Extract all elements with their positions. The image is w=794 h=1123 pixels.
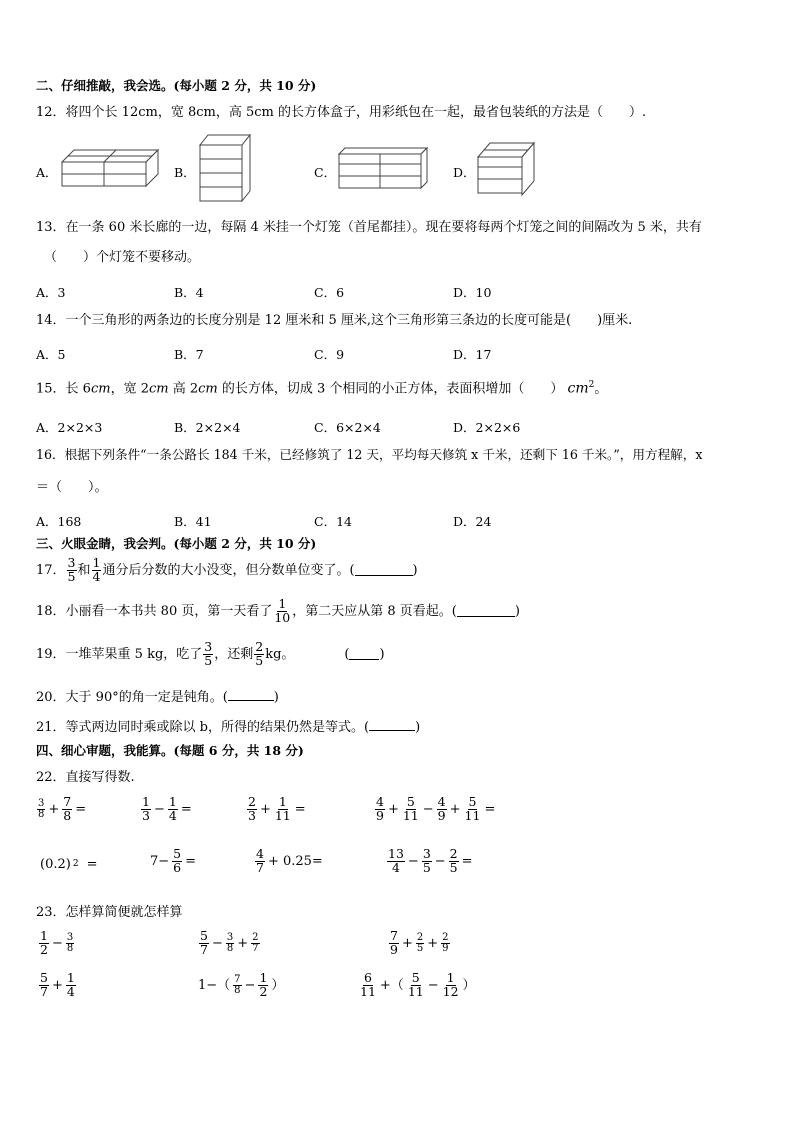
q23-expr-6: $\frac{6}{11}$ +（ $\frac{5}{11}$ − $\frac{1}{12}$ ） [360, 970, 476, 999]
q12-option-a-figure [60, 148, 160, 190]
q20-text: 20．大于 90°的角一定是钝角。( ) [36, 690, 279, 705]
q22-expr-7: $\frac{4}{7}$ + 0.25= [256, 846, 323, 875]
q13-text-line2: （ ）个灯笼不要移动。 [44, 250, 201, 265]
q16-option-d: D．24 [453, 514, 492, 529]
q21-text: 21．等式两边同时乘或除以 b，所得的结果仍然是等式。( ) [36, 720, 421, 735]
q18-answer-blank[interactable] [457, 605, 515, 617]
q22-expr-3: $\frac{2}{3}$ + $\frac{1}{11}$ = [248, 794, 306, 823]
q13-option-b: B．4 [174, 285, 204, 300]
q12-option-b-label: B． [174, 165, 196, 180]
q17-answer-blank[interactable] [355, 564, 413, 576]
q16-option-a: A．168 [36, 514, 82, 529]
q13-option-d: D．10 [453, 285, 492, 300]
q19-text: 19．一堆苹果重 5 kg，吃了 $\frac{3}{5}$ ，还剩 $\frac{2}{5}$ kg。 ( ) [36, 639, 385, 668]
q17-text: 17． $\frac{3}{5}$ 和 $\frac{1}{4}$ 通分后分数的大小没变，但分数单位变了。( ) [36, 555, 418, 584]
q15-option-c: C．6×2×4 [314, 420, 381, 435]
q18-text: 18．小丽看一本书共 80 页，第一天看了 $\frac{1}{10}$ ，第二天应从第 8 页看起。( ) [36, 596, 520, 625]
q13-option-c: C．6 [314, 285, 345, 300]
q12-option-a-label: A． [36, 165, 58, 180]
q23-expr-4: $\frac{5}{7}$ + $\frac{1}{4}$ [40, 970, 75, 999]
q23-title: 23．怎样算简便就怎样算 [36, 905, 183, 920]
q14-option-a: A．5 [36, 347, 66, 362]
q12-option-d-figure [476, 141, 536, 199]
q22-expr-5: (0.2) 2 = [40, 857, 98, 872]
section-3-heading: 三、火眼金睛，我会判。(每小题 2 分，共 10 分) [36, 536, 317, 551]
q14-text: 14．一个三角形的两条边的长度分别是 12 厘米和 5 厘米,这个三角形第三条边的长度可能是( )厘米. [36, 313, 633, 328]
q12-option-c-label: C． [314, 165, 337, 180]
q12-option-d-label: D． [453, 165, 476, 180]
q21-answer-blank[interactable] [369, 719, 415, 731]
section-2-heading: 二、仔细推敲，我会选。(每小题 2 分，共 10 分) [36, 78, 317, 93]
q15-option-d: D．2×2×6 [453, 420, 521, 435]
q16-option-c: C．14 [314, 514, 352, 529]
q13-option-a: A．3 [36, 285, 66, 300]
q12-option-c-figure [337, 146, 429, 192]
q22-title: 22．直接写得数. [36, 770, 135, 785]
q16-text-line1: 16．根据下列条件“一条公路长 184 千米，已经修筑了 12 天，平均每天修筑 x 千米，还剩下 16 千米。”，用方程解，x [36, 447, 703, 462]
q20-answer-blank[interactable] [228, 689, 274, 701]
q16-option-b: B．41 [174, 514, 212, 529]
q19-answer-blank[interactable] [349, 648, 379, 660]
q13-text-line1: 13．在一条 60 米长廊的一边，每隔 4 米挂一个灯笼（首尾都挂）。现在要将每两个灯笼之间的间隔改为 5 米，共有 [36, 220, 702, 235]
q15-option-b: B．2×2×4 [174, 420, 241, 435]
q14-option-c: C．9 [314, 347, 345, 362]
q22-expr-2: $\frac{1}{3}$ − $\frac{1}{4}$ = [142, 794, 192, 823]
q15-text: 15．长 6cm，宽 2cm 高 2cm 的长方体，切成 3 个相同的小正方体，表面积增加（ ） $cm^2$。 [36, 380, 608, 397]
q15-option-a: A．2×2×3 [36, 420, 103, 435]
q22-expr-6: 7− $\frac{5}{6}$ = [150, 846, 197, 875]
q22-expr-4: $\frac{4}{9}$ + $\frac{5}{11}$ − $\frac{4}{9}$ + $\frac{5}{11}$ = [376, 794, 496, 823]
q14-option-d: D．17 [453, 347, 492, 362]
section-4-heading: 四、细心审题，我能算。(每题 6 分，共 18 分) [36, 743, 304, 758]
q12-option-b-figure [198, 133, 252, 205]
q22-expr-8: $\frac{13}{4}$ − $\frac{3}{5}$ − $\frac{2}{5}$ = [388, 846, 473, 875]
q23-expr-2: $\frac{5}{7}$ − $\frac{3}{8}$ + $\frac{2}{7}$ [200, 928, 259, 957]
q23-expr-3: $\frac{7}{9}$ + $\frac{2}{5}$ + $\frac{2}{9}$ [390, 928, 449, 957]
q23-expr-1: $\frac{1}{2}$ − $\frac{3}{8}$ [40, 928, 74, 957]
q12-text: 12．将四个长 12cm，宽 8cm，高 5cm 的长方体盒子，用彩纸包在一起，最省包装纸的方法是（ ）. [36, 105, 647, 120]
q23-expr-5: 1−（ $\frac{7}{8}$ − $\frac{1}{2}$ ） [198, 970, 285, 999]
q14-option-b: B．7 [174, 347, 204, 362]
q22-expr-1: $\frac{3}{8}$ + $\frac{7}{8}$ = [38, 794, 87, 823]
q16-text-line2: ＝（ ）。 [36, 480, 108, 495]
